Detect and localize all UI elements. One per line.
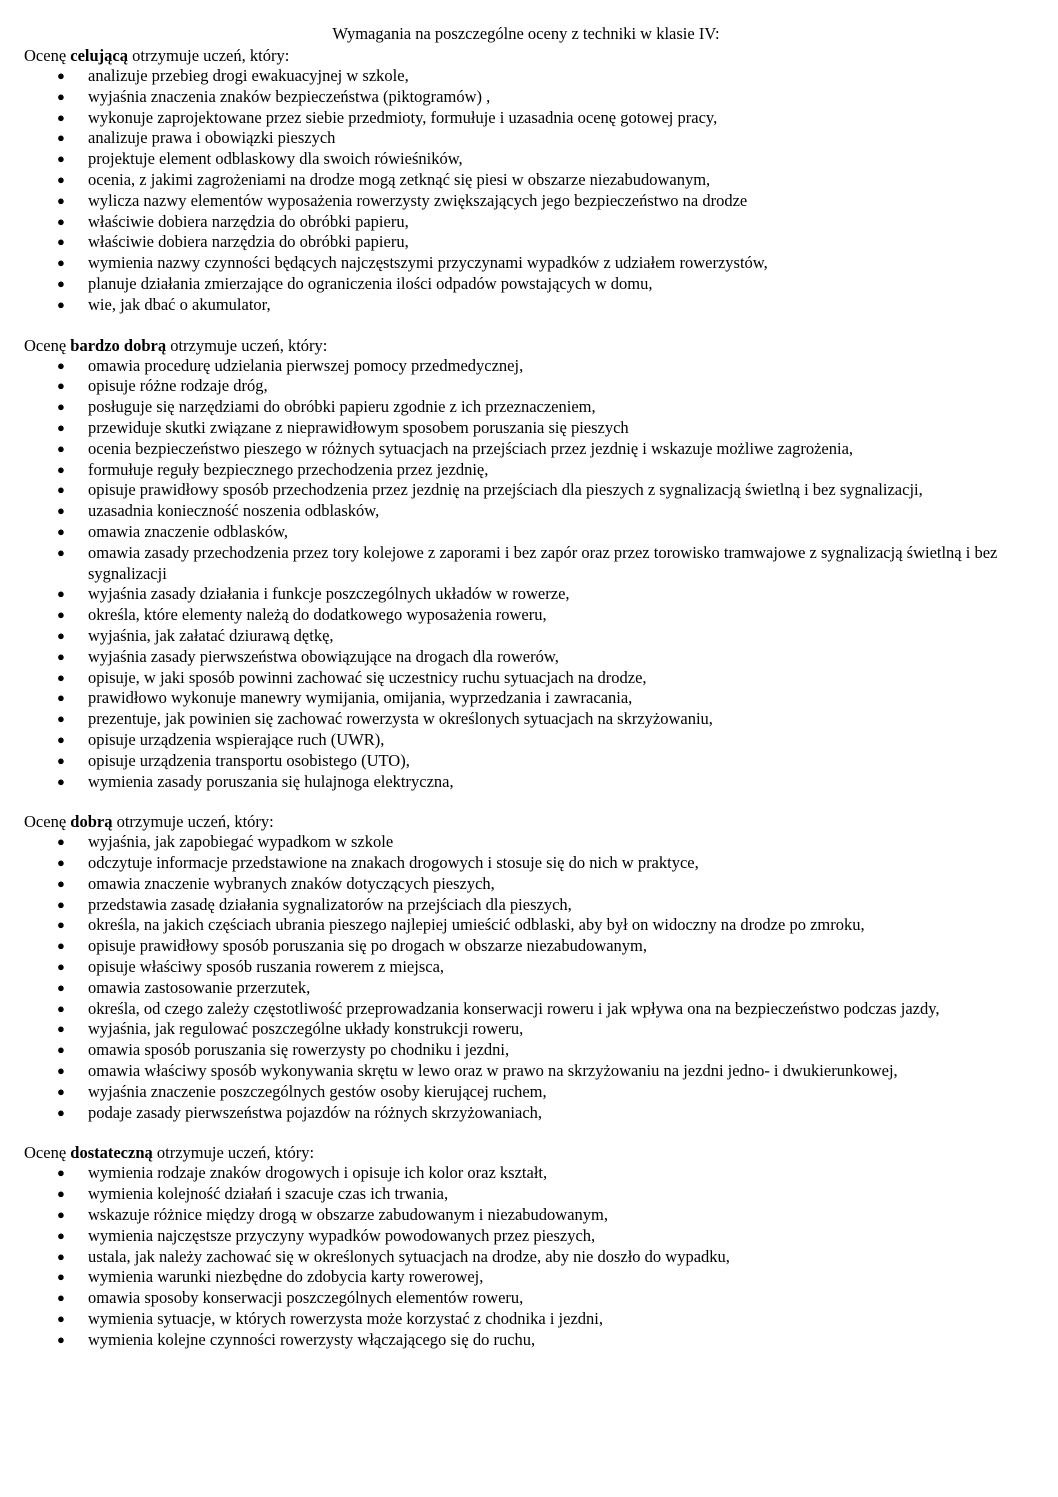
list-item [24,66,1028,87]
list-item [24,253,1028,274]
list-item-text: wymienia kolejność działań i szacuje czas ich trwania, [88,1184,449,1204]
bullet-icon: ● [57,296,65,312]
list-item [24,647,1028,668]
bullet-icon: ● [57,773,65,789]
bullet-icon: ● [57,1083,65,1099]
heading-suffix: otrzymuje uczeń, który: [112,812,274,832]
bullet-icon: ● [57,648,65,664]
list-item-text: wymienia nazwy czynności będących najczęstszymi przyczynami wypadków z udziałem rowerzystów, [88,253,768,273]
bullet-icon: ● [57,979,65,995]
list-item-text: planuje działania zmierzające do ograniczenia ilości odpadów powstających w domu, [88,273,653,293]
bullet-icon: ● [57,959,65,975]
list-item-text: wyjaśnia zasady działania i funkcje poszczególnych układów w rowerze, [88,584,570,604]
list-item [24,1082,1028,1103]
list-item-text: omawia właściwy sposób wykonywania skrętu w lewo oraz w prawo na skrzyżowaniu na jezdni jedno- i dwukierunkowej, [88,1061,898,1081]
bullet-icon: ● [57,482,65,498]
bullet-icon: ● [57,1063,65,1079]
bullet-icon: ● [57,1042,65,1058]
list-item [24,274,1028,295]
heading-prefix: Ocenę [24,46,71,65]
list-item [24,957,1028,978]
list-item-text: wykonuje zaprojektowane przez siebie przedmioty, formułuje i uzasadnia ocenę gotowej pracy, [88,107,718,127]
bullet-icon: ● [57,1248,65,1264]
list-item-text: prezentuje, jak powinien się zachować rowerzysta w określonych sytuacjach na skrzyżowaniu, [88,709,713,729]
list-item [24,751,1028,772]
list-item [24,295,1028,316]
list-item-text: wymienia rodzaje znaków drogowych i opisuje ich kolor oraz kształt, [88,1163,548,1183]
list-item-text: omawia znaczenie odblasków, [88,521,289,541]
list-item [24,772,1028,793]
list-item-text: ustala, jak należy zachować się w określonych sytuacjach na drodze, aby nie doszło do wypadku, [88,1246,730,1266]
heading-suffix: otrzymuje uczeń, który: [128,46,290,65]
section-heading [24,1143,1028,1163]
bullet-icon: ● [57,1207,65,1223]
grade-name: bardzo dobrą [70,335,167,355]
list-item-text: wskazuje różnice między drogą w obszarze zabudowanym i niezabudowanym, [88,1205,609,1225]
list-item-text: analizuje prawa i obowiązki pieszych [88,128,336,148]
bullet-icon: ● [57,213,65,229]
bullet-icon: ● [57,461,65,477]
list-item-text: wyjaśnia, jak załatać dziurawą dętkę, [88,625,334,645]
bullet-icon: ● [57,440,65,456]
heading-suffix: otrzymuje uczeń, który: [166,335,328,355]
list-item [24,543,1028,585]
list-item [24,460,1028,481]
list-item [24,936,1028,957]
bullet-icon: ● [57,192,65,208]
bullet-icon: ● [57,275,65,291]
list-item [24,688,1028,709]
list-item [24,1288,1028,1309]
list-item-text: wymienia najczęstsze przyczyny wypadków powodowanych przez pieszych, [88,1225,596,1245]
section-heading [24,46,1028,66]
list-item-text: określa, które elementy należą do dodatkowego wyposażenia roweru, [88,605,547,625]
list-item-text: omawia znaczenie wybranych znaków dotyczących pieszych, [88,873,495,893]
list-item [24,170,1028,191]
list-item-text: prawidłowo wykonuje manewry wymijania, omijania, wyprzedzania i zawracania, [88,688,633,708]
list-item-text: omawia sposób poruszania się rowerzysty po chodniku i jezdni, [88,1040,510,1060]
list-item [24,1309,1028,1330]
list-item [24,128,1028,149]
list-item-text: opisuje właściwy sposób ruszania rowerem z miejsca, [88,957,445,977]
bullet-icon: ● [57,130,65,146]
list-item [24,1163,1028,1184]
bullet-icon: ● [57,607,65,623]
bullet-icon: ● [57,88,65,104]
list-item [24,1103,1028,1124]
list-item-text: analizuje przebieg drogi ewakuacyjnej w szkole, [88,66,409,85]
list-item-text: opisuje, w jaki sposób powinni zachować się uczestnicy ruchu sytuacjach na drodze, [88,667,647,687]
list-item [24,1019,1028,1040]
list-item-text: opisuje urządzenia wspierające ruch (UWR), [88,729,385,749]
list-item [24,87,1028,108]
list-item-text: wyjaśnia znaczenia znaków bezpieczeństwa (piktogramów) , [88,86,491,106]
bullet-icon: ● [57,896,65,912]
list-item-text: podaje zasady pierwszeństwa pojazdów na różnych skrzyżowaniach, [88,1102,543,1122]
list-item [24,1267,1028,1288]
bullet-icon: ● [57,669,65,685]
requirement-list [24,356,1028,793]
list-item [24,874,1028,895]
bullet-icon: ● [57,1186,65,1202]
bullet-icon: ● [57,586,65,602]
bullet-icon: ● [57,419,65,435]
list-item [24,1247,1028,1268]
grade-name: celującą [70,46,128,65]
list-item-text: opisuje prawidłowy sposób przechodzenia przez jezdnię na przejściach dla pieszych z sygnalizacją świetlną i bez sygnalizacji, [88,480,923,500]
bullet-icon: ● [57,917,65,933]
list-item-text: ocenia, z jakimi zagrożeniami na drodze mogą zetknąć się piesi w obszarze niezabudowanym, [88,169,711,189]
bullet-icon: ● [57,1331,65,1347]
list-item [24,376,1028,397]
requirement-list [24,1163,1028,1350]
list-item [24,397,1028,418]
list-item [24,832,1028,853]
list-item-text: omawia sposoby konserwacji poszczególnych elementów roweru, [88,1288,524,1308]
document-title: Wymagania na poszczególne oceny z techniki w klasie IV: [332,24,720,43]
bullet-icon: ● [57,151,65,167]
list-item [24,584,1028,605]
list-item-text: wie, jak dbać o akumulator, [88,294,271,314]
list-item-text: projektuje element odblaskowy dla swoich rówieśników, [88,149,463,169]
list-item-text: ocenia bezpieczeństwo pieszego w różnych sytuacjach na przejściach przez jezdnię i wskazuje możliwe zagrożenia, [88,438,854,458]
list-item-text: opisuje prawidłowy sposób poruszania się po drogach w obszarze niezabudowanym, [88,936,648,956]
list-item-text: określa, od czego zależy częstotliwość przeprowadzania konserwacji roweru i jak wpływa ona na bezpieczeństwo podczas jazdy, [88,998,940,1018]
heading-prefix: Ocenę [24,1143,71,1163]
list-item-text: omawia zasady przechodzenia przez tory kolejowe z zaporami i bez zapór oraz przez torowisko tramwajowe z sygnalizacją świetlną i bez sygnalizacji [88,542,998,583]
list-item [24,978,1028,999]
bullet-icon: ● [57,1227,65,1243]
list-item [24,108,1028,129]
list-item [24,501,1028,522]
list-item [24,232,1028,253]
bullet-icon: ● [57,68,65,83]
bullet-icon: ● [57,399,65,415]
list-item [24,439,1028,460]
list-item [24,668,1028,689]
list-item-text: opisuje urządzenia transportu osobistego (UTO), [88,750,410,770]
requirement-list [24,832,1028,1123]
list-item [24,191,1028,212]
list-item [24,480,1028,501]
bullet-icon: ● [57,627,65,643]
bullet-icon: ● [57,544,65,560]
section-heading [24,812,1028,832]
heading-prefix: Ocenę [24,812,71,832]
bullet-icon: ● [57,1000,65,1016]
bullet-icon: ● [57,523,65,539]
list-item [24,730,1028,751]
grade-section [24,812,1028,1123]
list-item [24,212,1028,233]
bullet-icon: ● [57,255,65,271]
list-item [24,709,1028,730]
list-item-text: określa, na jakich częściach ubrania pieszego najlepiej umieścić odblaski, aby był on widoczny na drodze po zmroku, [88,915,865,935]
list-item [24,1040,1028,1061]
list-item [24,1061,1028,1082]
list-item [24,356,1028,377]
list-item [24,1184,1028,1205]
bullet-icon: ● [57,855,65,871]
bullet-icon: ● [57,938,65,954]
sections-container [24,46,1028,1351]
list-item [24,626,1028,647]
list-item-text: wymienia kolejne czynności rowerzysty włączającego się do ruchu, [88,1329,536,1349]
bullet-icon: ● [57,1165,65,1181]
list-item-text: omawia procedurę udzielania pierwszej pomocy przedmedycznej, [88,355,524,375]
bullet-icon: ● [57,1021,65,1037]
list-item [24,522,1028,543]
list-item-text: wyjaśnia znaczenie poszczególnych gestów osoby kierującej ruchem, [88,1081,547,1101]
bullet-icon: ● [57,690,65,706]
list-item-text: odczytuje informacje przedstawione na znakach drogowych i stosuje się do nich w praktyce, [88,853,699,873]
list-item-text: wymienia sytuacje, w których rowerzysta może korzystać z chodnika i jezdni, [88,1309,603,1329]
list-item-text: formułuje reguły bezpiecznego przechodzenia przez jezdnię, [88,459,489,479]
bullet-icon: ● [57,357,65,373]
list-item-text: właściwie dobiera narzędzia do obróbki papieru, [88,211,409,231]
bullet-icon: ● [57,1269,65,1285]
heading-prefix: Ocenę [24,335,71,355]
list-item-text: przewiduje skutki związane z nieprawidłowym sposobem poruszania się pieszych [88,417,629,437]
bullet-icon: ● [57,503,65,519]
list-item [24,418,1028,439]
list-item [24,605,1028,626]
bullet-icon: ● [57,1311,65,1327]
bullet-icon: ● [57,875,65,891]
list-item-text: uzasadnia konieczność noszenia odblasków, [88,501,380,521]
list-item-text: wymienia warunki niezbędne do zdobycia karty rowerowej, [88,1267,484,1287]
heading-suffix: otrzymuje uczeń, który: [152,1143,315,1163]
grade-section [24,46,1028,316]
list-item [24,1226,1028,1247]
requirement-list [24,66,1028,316]
list-item-text: przedstawia zasadę działania sygnalizatorów na przejściach dla pieszych, [88,894,572,914]
list-item [24,1330,1028,1351]
bullet-icon: ● [57,1104,65,1120]
list-item [24,149,1028,170]
grade-name: dostateczną [70,1143,153,1163]
bullet-icon: ● [57,731,65,747]
list-item-text: właściwie dobiera narzędzia do obróbki papieru, [88,232,409,252]
bullet-icon: ● [57,234,65,250]
grade-section [24,1143,1028,1350]
list-item [24,853,1028,874]
list-item-text: posługuje się narzędziami do obróbki papieru zgodnie z ich przeznaczeniem, [88,397,596,417]
list-item-text: wyjaśnia zasady pierwszeństwa obowiązujące na drogach dla rowerów, [88,646,559,666]
section-heading [24,336,1028,356]
list-item-text: wyjaśnia, jak zapobiegać wypadkom w szkole [88,832,394,852]
list-item-text: opisuje różne rodzaje dróg, [88,376,268,396]
list-item [24,915,1028,936]
bullet-icon: ● [57,752,65,768]
list-item [24,895,1028,916]
bullet-icon: ● [57,171,65,187]
list-item-text: wylicza nazwy elementów wyposażenia rowerzysty zwiększających jego bezpieczeństwo na drodze [88,190,748,210]
list-item-text: omawia zastosowanie przerzutek, [88,977,311,997]
list-item [24,999,1028,1020]
bullet-icon: ● [57,378,65,394]
bullet-icon: ● [57,834,65,850]
bullet-icon: ● [57,711,65,727]
grade-section [24,336,1028,793]
list-item-text: wymienia zasady poruszania się hulajnoga elektryczna, [88,771,454,791]
grade-name: dobrą [70,812,113,832]
bullet-icon: ● [57,1290,65,1306]
bullet-icon: ● [57,109,65,125]
list-item [24,1205,1028,1226]
list-item-text: wyjaśnia, jak regulować poszczególne układy konstrukcji roweru, [88,1019,524,1039]
